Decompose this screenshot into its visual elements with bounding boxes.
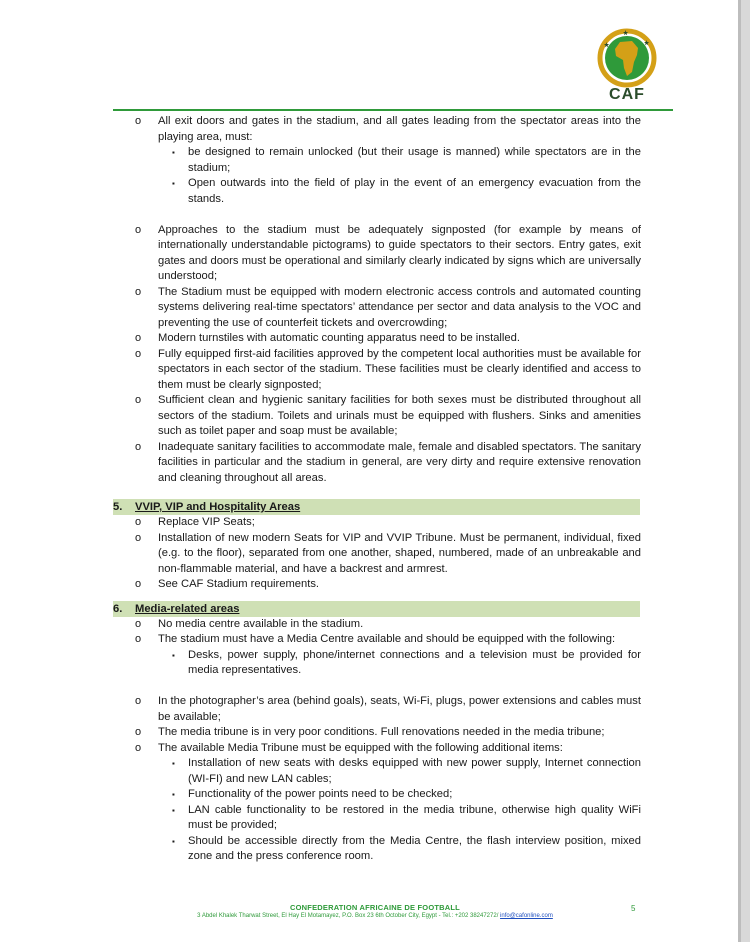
sub-list-item [113, 145, 641, 176]
circle-bullet-icon: o [135, 695, 142, 707]
list-item [113, 531, 641, 578]
circle-bullet-icon: o [135, 440, 142, 453]
header-divider [113, 109, 673, 111]
spacer [113, 207, 641, 223]
item-text: Approaches to the stadium must be adequately signposted (for example by means of internationally understandable pictograms) to guide spectators to their sectors. Entry gates, exit gates and doors must be operational and similarly clearly indicated by signs which are universally understood; [158, 223, 641, 282]
sub-item-text: Desks, power supply, phone/internet connections and a television must be provided for media representatives. [188, 648, 641, 676]
list-item [113, 223, 641, 285]
item-text: See CAF Stadium requirements. [158, 578, 320, 590]
square-bullet-icon: ▪ [172, 759, 175, 768]
list-item [113, 725, 641, 741]
footer-email-link[interactable]: info@cafonline.com [500, 913, 553, 919]
list-item [113, 331, 641, 347]
list-item [113, 617, 641, 633]
item-text: The media tribune is in very poor conditions. Full renovations needed in the media tribune; [158, 726, 605, 738]
item-text: Installation of new modern Seats for VIP and VVIP Tribune. Must be permanent, individual, fixed (e.g. to the floor), separated from one another, shaped, numbered, made of an unbreakable and non-flammable material, and have a backrest and armrest. [158, 531, 641, 575]
sub-item-text: Should be accessible directly from the Media Centre, the flash interview position, mixed zone and the press conference room. [188, 834, 641, 862]
sub-list-item [113, 176, 641, 207]
section-heading-5 [113, 499, 640, 515]
footer-address-text: 3 Abdel Khalek Tharwat Street, El Hay El Motamayez, P.O. Box 23 6th October City, Egypt - Tel.: +202 38247272/ [197, 913, 499, 919]
spacer [113, 679, 641, 695]
circle-bullet-icon: o [135, 516, 142, 528]
list-item [113, 285, 641, 332]
circle-bullet-icon: o [135, 531, 142, 544]
sub-item-text: be designed to remain unlocked (but their usage is manned) while spectators are in the stadium; [188, 146, 641, 174]
footer-address [0, 913, 750, 919]
item-text: Replace VIP Seats; [158, 516, 255, 528]
sub-item-text: Installation of new seats with desks equipped with new power supply, Internet connection (WI-FI) and new LAN cables; [188, 757, 641, 785]
circle-bullet-icon: o [135, 332, 142, 344]
section-heading-6 [113, 601, 640, 617]
item-text: The Stadium must be equipped with modern electronic access controls and automated counting systems delivering real-time spectators’ attendance per sector and data analysis to the VOC and preventing the use of counterfeit tickets and overcrowding; [158, 285, 641, 329]
page-edge-shadow [738, 0, 750, 942]
square-bullet-icon: ▪ [172, 179, 175, 188]
section-number: 6. [113, 602, 123, 615]
circle-bullet-icon: o [135, 223, 142, 236]
circle-bullet-icon: o [135, 115, 142, 127]
list-item [113, 632, 641, 648]
sub-item-text: LAN cable functionality to be restored in the media tribune, otherwise high quality WiFi must be provided; [188, 803, 641, 831]
sub-list-item [113, 756, 641, 787]
square-bullet-icon: ▪ [172, 650, 175, 660]
page-number: 5 [631, 904, 636, 913]
sub-list-item [113, 803, 641, 834]
caf-emblem-icon [590, 28, 664, 88]
circle-bullet-icon: o [135, 633, 142, 645]
item-text: Modern turnstiles with automatic counting apparatus need to be installed. [158, 332, 520, 344]
list-item [113, 393, 641, 440]
section-title: Media-related areas [135, 602, 240, 615]
sub-list-item [113, 787, 641, 803]
item-text: The stadium must have a Media Centre available and should be equipped with the following: [158, 633, 616, 645]
circle-bullet-icon: o [135, 617, 142, 630]
item-text: Fully equipped first-aid facilities approved by the competent local authorities must be available for spectators in each sector of the stadium. These facilities must be clearly identified and access to them must be clearly signposted; [158, 347, 641, 391]
circle-bullet-icon: o [135, 347, 142, 360]
item-text: Sufficient clean and hygienic sanitary facilities for both sexes must be distributed throughout all sectors of the stadium. Toilets and urinals must be equipped with flushers. Sinks and amenities such as toilet paper and soap must be available; [158, 394, 641, 437]
square-bullet-icon: ▪ [172, 148, 175, 157]
section-number: 5. [113, 501, 123, 513]
caf-logo [590, 28, 664, 106]
sub-list-item [113, 834, 641, 865]
sub-item-text: Open outwards into the field of play in the event of an emergency evacuation from the stands. [188, 177, 641, 205]
sub-list-item [113, 648, 641, 679]
circle-bullet-icon: o [135, 394, 142, 406]
item-text: In the photographer’s area (behind goals), seats, Wi-Fi, plugs, power extensions and cables must be available; [158, 695, 641, 723]
list-item [113, 114, 641, 145]
sub-item-text: Functionality of the power points need to be checked; [188, 788, 453, 800]
square-bullet-icon: ▪ [172, 790, 175, 799]
item-text: Inadequate sanitary facilities to accommodate male, female and disabled spectators. The sanitary facilities in particular and the stadium in general, are very dirty and require extensive renovation and cleaning throughout all areas. [158, 440, 641, 484]
circle-bullet-icon: o [135, 726, 142, 738]
item-text: The available Media Tribune must be equipped with the following additional items: [158, 741, 563, 754]
footer-organization: CONFEDERATION AFRICAINE DE FOOTBALL [290, 903, 460, 912]
list-item [113, 347, 641, 394]
list-item [113, 694, 641, 725]
item-text: No media centre available in the stadium. [158, 617, 364, 630]
square-bullet-icon: ▪ [172, 836, 175, 846]
item-text: All exit doors and gates in the stadium, and all gates leading from the spectator areas into the playing area, must: [158, 115, 641, 143]
list-item [113, 440, 641, 487]
caf-logo-text: CAF [609, 86, 645, 103]
document-body [113, 114, 641, 865]
section-title: VVIP, VIP and Hospitality Areas [135, 501, 301, 513]
circle-bullet-icon: o [135, 285, 142, 298]
list-item [113, 577, 641, 593]
circle-bullet-icon: o [135, 578, 142, 590]
list-item [113, 741, 641, 757]
list-item [113, 515, 641, 531]
square-bullet-icon: ▪ [172, 805, 175, 815]
circle-bullet-icon: o [135, 741, 142, 754]
